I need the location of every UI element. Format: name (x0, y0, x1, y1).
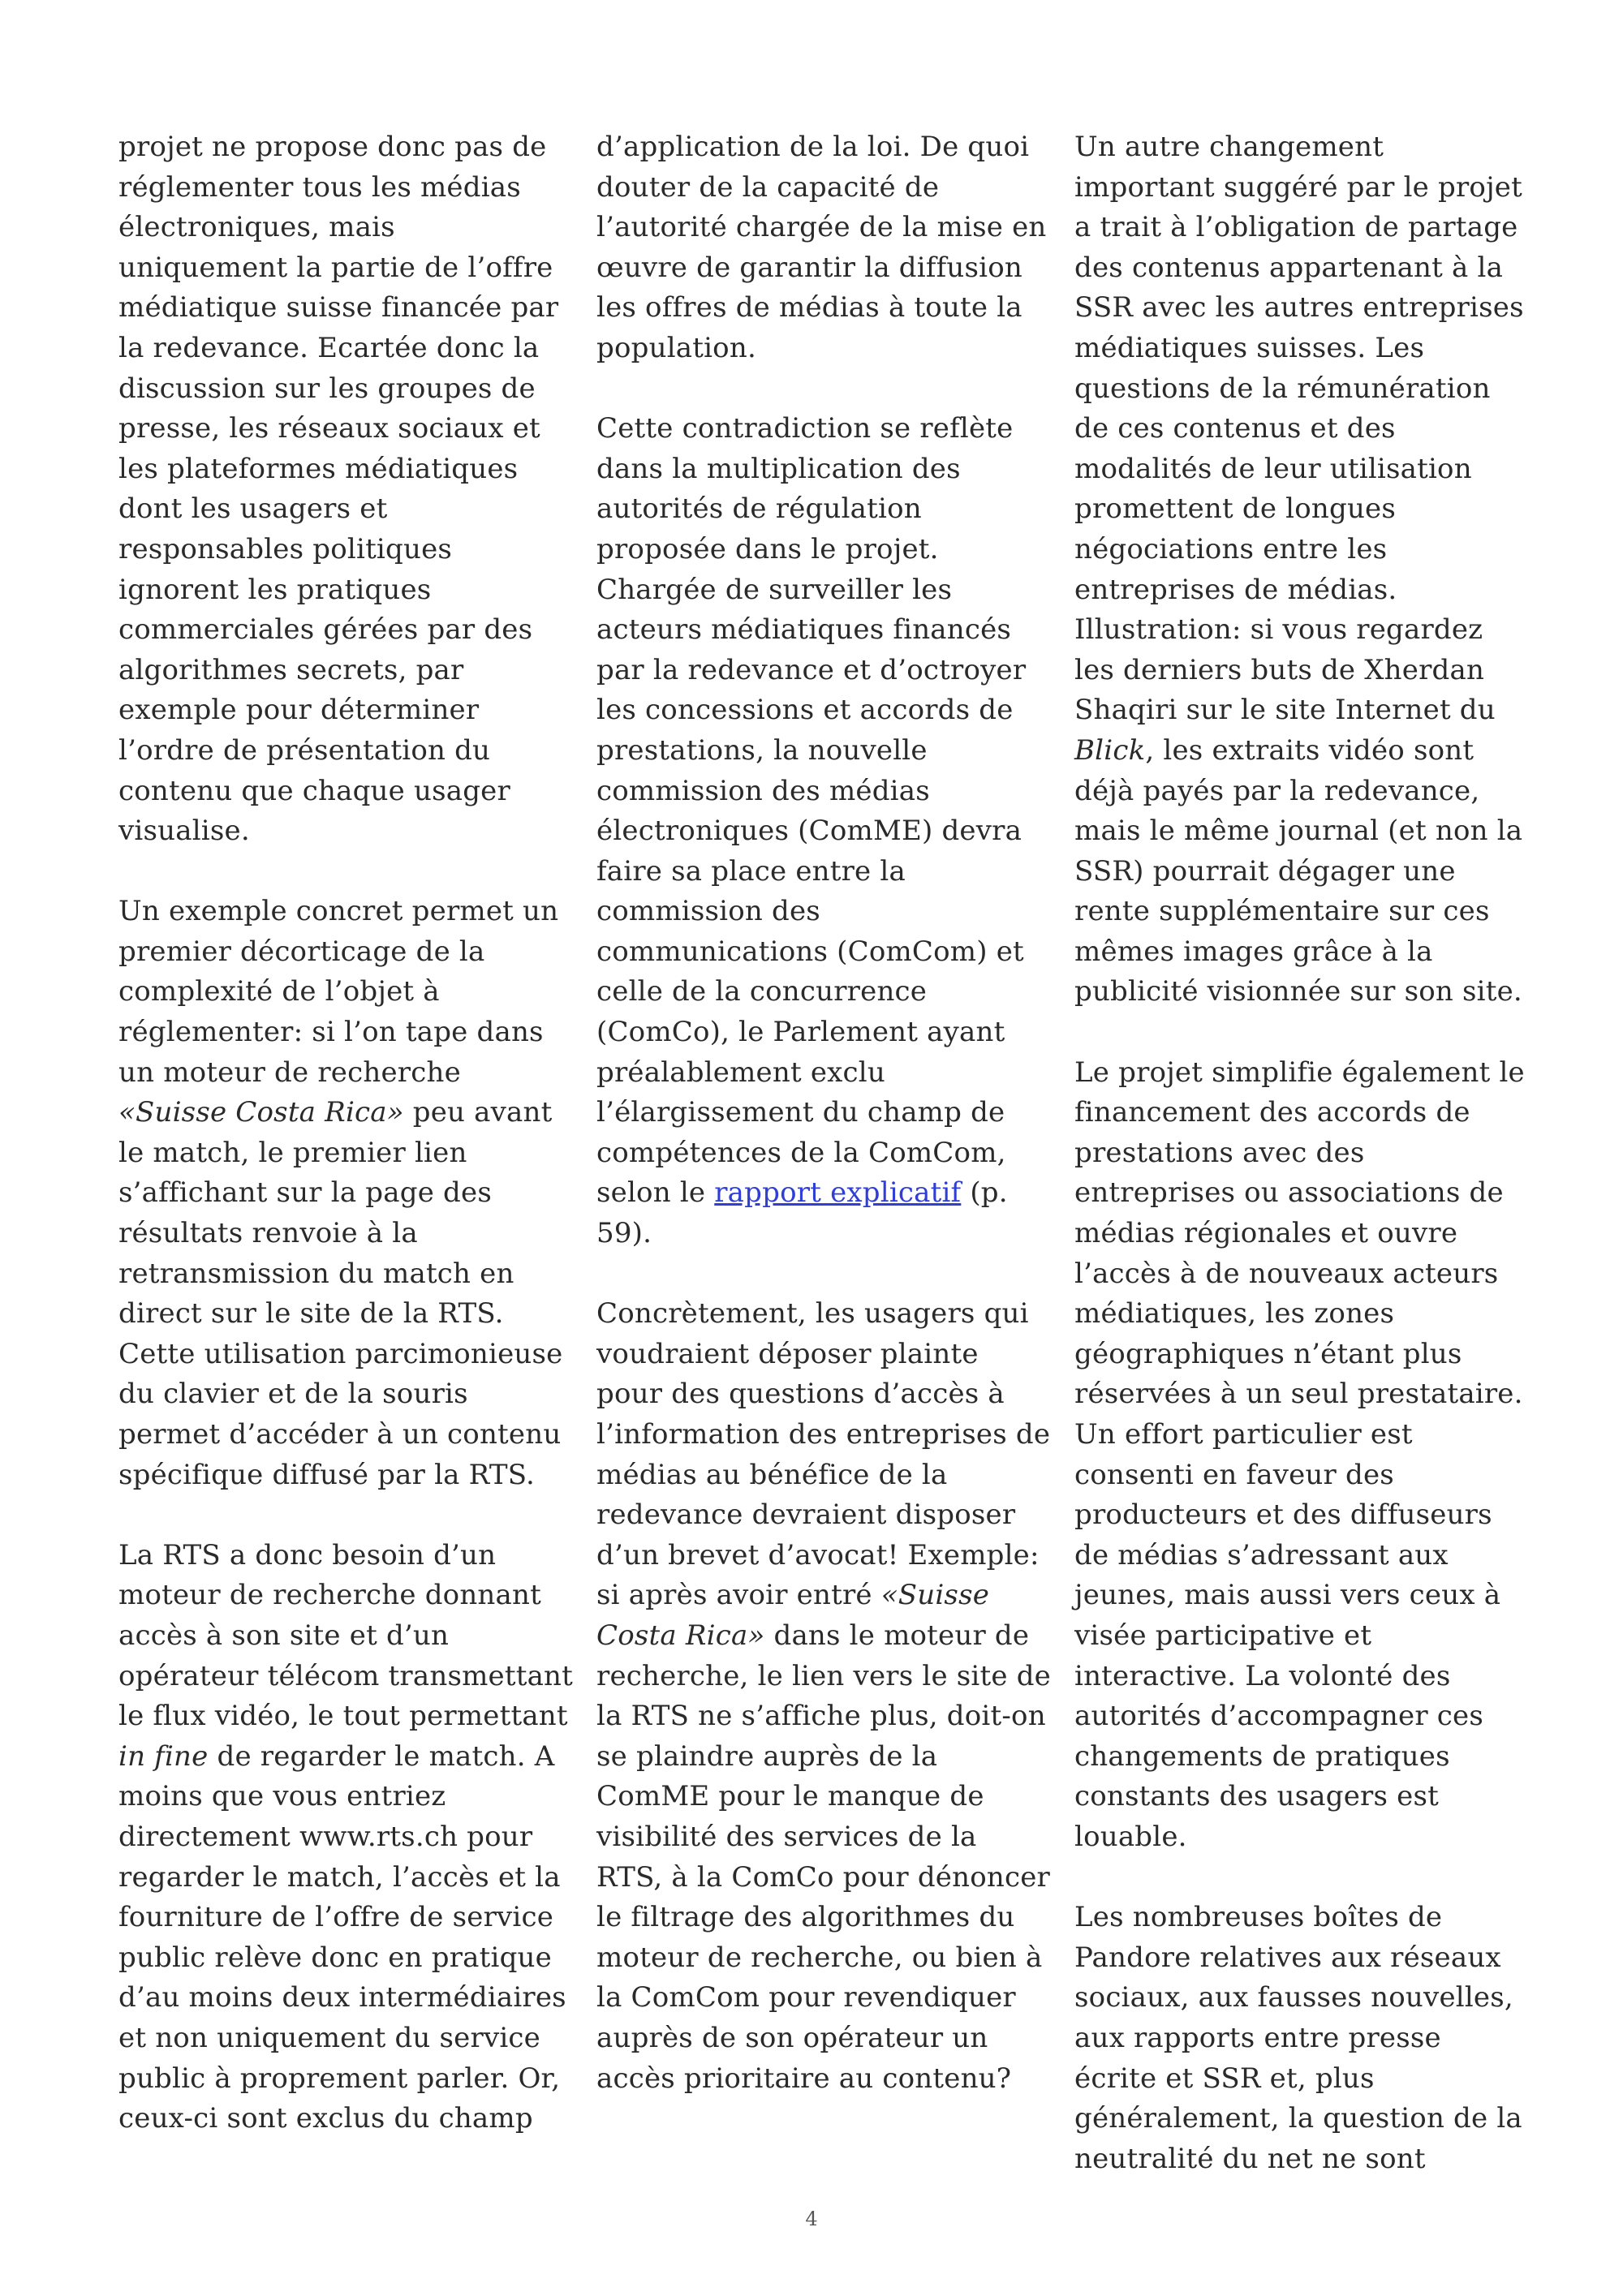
paragraph-text: Concrètement, les usagers qui voudraient déposer plainte pour des questions d’accès à l’information des entreprises de médias au bénéfice de la redevance devraient disposer d’un brevet d’avocat! Exemple: si après avoir entré (596, 1297, 1051, 1612)
paragraph (1074, 1053, 1529, 1858)
paragraph-text: Les nombreuses boîtes de Pandore relatives aux réseaux sociaux, aux fausses nouvelles, aux rapports entre presse écrite et SSR et, plus généralement, la question de la neutralité du net ne sont (1074, 1901, 1522, 2175)
italic-text: «Suisse Costa Rica» (596, 1579, 990, 1652)
paragraph-text: Un autre changement important suggéré par le projet a trait à l’obligation de partage des contenus appartenant à la SSR avec les autres entreprises médiatiques suisses. Les questions de la rémunération de ces contenus et des modalités de leur utilisation promettent de longues négociations entre les entreprises de médias. Illustration: si vous regardez les derniers buts de Xherdan Shaqiri sur le site Internet du (1074, 131, 1524, 727)
italic-text: Blick (1074, 733, 1146, 767)
paragraph-text: (p. 59). (596, 1176, 1008, 1250)
paragraph (118, 892, 573, 1495)
text-column-3 (1074, 127, 1529, 2179)
paragraph-text: d’application de la loi. De quoi douter de la capacité de l’autorité chargée de la mise en œuvre de garantir la diffusion les offres de médias à toute la population. (596, 131, 1047, 364)
paragraph-text: dans le moteur de recherche, le lien vers le site de la RTS ne s’affiche plus, doit-on se plaindre auprès de la ComME pour le manque de visibilité des services de la RTS, à la ComCo pour dénoncer le filtrage des algorithmes du moteur de recherche, ou bien à la ComCom pour revendiquer auprès de son opérateur un accès prioritaire au contenu? (596, 1619, 1051, 2095)
paragraph (1074, 1898, 1529, 2179)
text-column-1 (118, 127, 573, 2139)
paragraph-text: projet ne propose donc pas de réglementer tous les médias électroniques, mais uniquement la partie de l’offre médiatique suisse financée par la redevance. Ecartée donc la discussion sur les groupes de presse, les réseaux sociaux et les plateformes médiatiques dont les usagers et responsables politiques ignorent les pratiques commerciales gérées par des algorithmes secrets, par exemple pour déterminer l’ordre de présentation du contenu que chaque usager visualise. (118, 131, 559, 848)
italic-text: «Suisse Costa Rica» (118, 1096, 404, 1129)
paragraph-text: Un exemple concret permet un premier décorticage de la complexité de l’objet à réglementer: si l’on tape dans un moteur de recherche (118, 895, 559, 1089)
paragraph (1074, 127, 1529, 1013)
paragraph-text: Cette contradiction se reflète dans la multiplication des autorités de régulation proposée dans le projet. Chargée de surveiller les acteurs médiatiques financés par la redevance et d’octroyer les concessions et accords de prestations, la nouvelle commission des médias électroniques (ComME) devra faire sa place entre la commission des communications (ComCom) et celle de la concurrence (ComCo), le Parlement ayant préalablement exclu l’élargissement du champ de compétences de la ComCom, selon le (596, 412, 1027, 1210)
paragraph-text: , les extraits vidéo sont déjà payés par la redevance, mais le même journal (et non la SSR) pourrait dégager une rente supplémentaire sur ces mêmes images grâce à la publicité visionnée sur son site. (1074, 733, 1523, 1008)
paragraph (118, 127, 573, 852)
page-number: 4 (805, 2208, 818, 2230)
paragraph-text: de regarder le match. A moins que vous entriez directement www.rts.ch pour regarder le match, l’accès et la fourniture de l’offre de service public relève donc en pratique d’au moins deux intermédiaires et non uniquement du service public à proprement parler. Or, ceux-ci sont exclus du champ (118, 1739, 566, 2135)
paragraph-text: Le projet simplifie également le financement des accords de prestations avec des entreprises ou associations de médias régionales et ouvre l’accès à de nouveaux acteurs médiatiques, les zones géographiques n’étant plus réservées à un seul prestataire. Un effort particulier est consenti en faveur des producteurs et des diffuseurs de médias s’adressant aux jeunes, mais aussi vers ceux à visée participative et interactive. La volonté des autorités d’accompagner ces changements de pratiques constants des usagers est louable. (1074, 1056, 1525, 1853)
paragraph (596, 409, 1051, 1253)
paragraph (118, 1536, 573, 2139)
paragraph (596, 1294, 1051, 2099)
rapport-explicatif-link[interactable]: rapport explicatif (714, 1176, 962, 1210)
paragraph-text: La RTS a donc besoin d’un moteur de recherche donnant accès à son site et d’un opérateur télécom transmettant le flux vidéo, le tout permettant (118, 1538, 574, 1733)
italic-text: in fine (118, 1739, 209, 1773)
paragraph-text: peu avant le match, le premier lien s’affichant sur la page des résultats renvoie à la retransmission du match en direct sur le site de la RTS. Cette utilisation parcimonieuse du clavier et de la souris permet d’accéder à un contenu spécifique diffusé par la RTS. (118, 1096, 563, 1491)
text-column-2 (596, 127, 1051, 2099)
paragraph (596, 127, 1051, 369)
